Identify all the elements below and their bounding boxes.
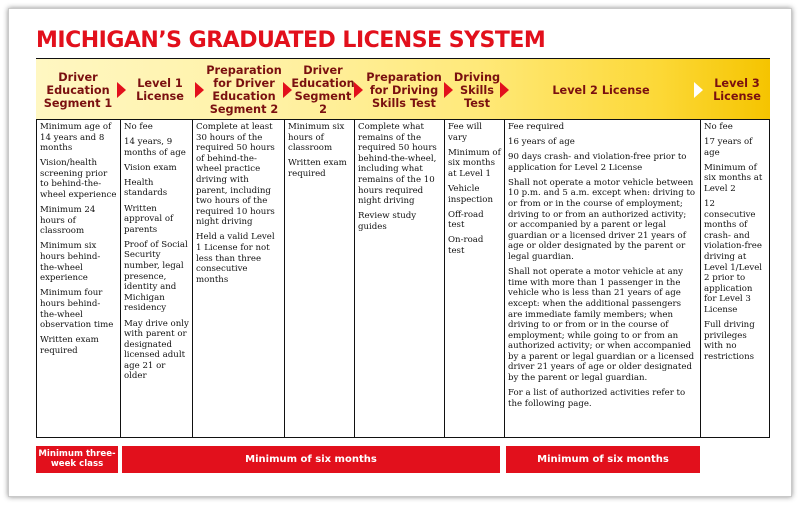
list-item: Shall not operate a motor vehicle at any time with more than 1 passenger in the vehicle who is less than 21 years of age except: when the additional passengers are immediate family members; when driving to or from or in the course of employment; while going to or from an authorized activity; or when accompanied by a parent or legal guardian or a licensed driver 21 years of age or older designated by the parent or legal guardian.	[508, 267, 695, 384]
list-item: Minimum four hours behind-the-wheel observation time	[40, 288, 114, 331]
list-item: Shall not operate a motor vehicle between 10 p.m. and 5 a.m. except when: driving to or from or in the course of employment; driving to or from an authorized activity; or accompanied by a parent or legal guardian or a licensed driver 21 years of age or older designated by the parent or legal guardian.	[508, 177, 696, 263]
list-item: Complete at least 30 hours of the required 50 hours of behind-the-wheel practice driving with parent, including two hours of the required 10 hours night driving	[196, 122, 275, 228]
header-level-3-license: Level 3 License	[713, 77, 761, 103]
list-item: 14 years, 9 months of age	[124, 137, 186, 158]
list-item: Fee required	[508, 122, 565, 132]
list-item: On-road test	[448, 235, 484, 256]
list-item: 12 consecutive months of crash- and violation-free driving at Level 1/Level 2 prior to application for Level 3 License	[704, 199, 763, 315]
list-item: Proof of Social Security number, legal presence, identity and Michigan residency	[124, 239, 188, 314]
duration-bar-level-2: Minimum of six months	[506, 446, 700, 473]
list-item: Minimum 24 hours of classroom	[40, 205, 96, 237]
arrow-right-icon	[694, 82, 703, 98]
header-prep-driver-ed-segment-2: Preparation for Driver Education Segment 2	[206, 64, 282, 116]
header-level-2-license: Level 2 License	[552, 83, 650, 97]
list-item: Full driving privileges with no restrictions	[704, 320, 755, 362]
list-item: Minimum six hours of classroom	[288, 122, 345, 154]
list-item: Health standards	[124, 177, 168, 199]
column-driver-ed-segment-2	[285, 120, 355, 438]
page-title: MICHIGAN’S GRADUATED LICENSE SYSTEM	[36, 28, 546, 53]
duration-bar-three-week: Minimum three-week class	[36, 446, 118, 473]
list-item: Minimum six hours behind-the-wheel experience	[40, 241, 101, 284]
list-item: Vision/health screening prior to behind-the-wheel experience	[40, 158, 117, 201]
list-item: For a list of authorized activities refer to the following page.	[508, 388, 686, 409]
header-driver-ed-segment-2: Driver Education Segment 2	[291, 64, 355, 116]
license-table	[36, 120, 770, 438]
duration-bar-level-1: Minimum of six months	[122, 446, 500, 473]
list-item: Vehicle inspection	[448, 183, 494, 205]
column-level-2-license	[505, 120, 701, 438]
header-prep-driving-skills-test: Preparation for Driving Skills Test	[366, 70, 442, 110]
list-item: Off-road test	[448, 209, 484, 231]
header-level-1-license: Level 1 License	[136, 77, 184, 103]
list-item: 16 years of age	[508, 137, 575, 148]
list-item: Minimum of six months at Level 2	[704, 162, 763, 194]
list-item: Fee will vary	[448, 122, 482, 143]
column-prep-driver-ed-segment-2	[193, 120, 285, 438]
list-item: No fee	[704, 122, 733, 132]
header-driving-skills-test: Driving Skills Test	[453, 70, 501, 110]
list-item: May drive only with parent or designated licensed adult age 21 or older	[124, 318, 189, 382]
table-header	[36, 58, 770, 120]
list-item: Complete what remains of the required 50 hours behind-the-wheel, including what remains of the 10 hours required night driving	[358, 122, 437, 207]
list-item: Review study guides	[358, 211, 417, 232]
list-item: Written exam required	[40, 335, 99, 356]
header-driver-ed-segment-1: Driver Education Segment 1	[43, 70, 113, 110]
list-item: Written exam required	[288, 158, 347, 179]
column-level-1-license	[121, 120, 193, 438]
list-item: 17 years of age	[704, 137, 753, 158]
list-item: Vision exam	[124, 162, 177, 173]
column-prep-driving-skills-test	[355, 120, 445, 438]
list-item: 90 days crash- and violation-free prior to application for Level 2 License	[508, 152, 687, 173]
column-driver-ed-segment-1	[37, 120, 121, 438]
list-item: Minimum age of 14 years and 8 months	[40, 122, 112, 154]
column-driving-skills-test	[445, 120, 505, 438]
list-item: Held a valid Level 1 License for not less than three consecutive months	[196, 232, 275, 285]
list-item: Minimum of six months at Level 1	[448, 147, 501, 179]
column-level-3-license	[701, 120, 769, 438]
list-item: No fee	[124, 122, 153, 132]
list-item: Written approval of parents	[124, 203, 174, 235]
